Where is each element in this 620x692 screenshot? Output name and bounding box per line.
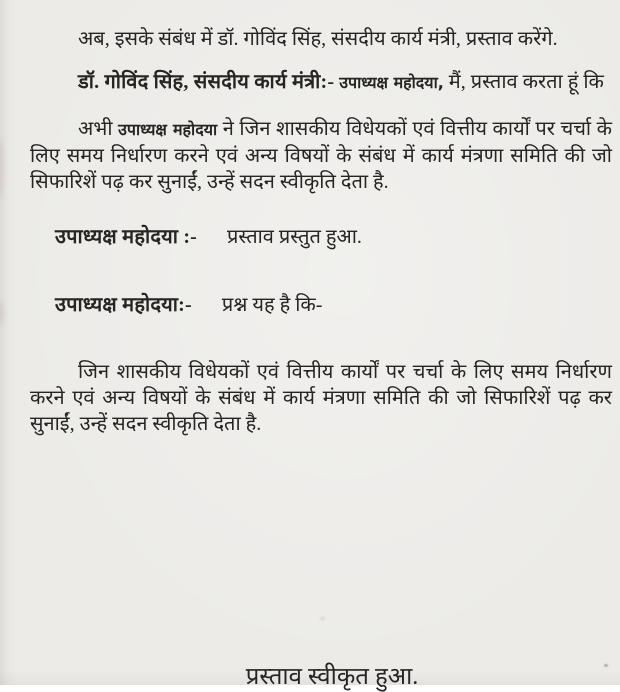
minister-speaker-name: डॉ. गोविंद सिंह, संसदीय कार्य मंत्री:- — [78, 71, 335, 93]
chair-statement-2 — [55, 292, 612, 318]
motion-paragraph-rest: ने जिन शासकीय विधेयकों एवं वित्तीय कार्यों पर चर्चा के लिए समय निर्धारण करने एवं अन्य विषयों के संबंध में कार्य मंत्रणा समिति की जो सिफारिशें पढ़ कर सुनाईं, उन्हें सदन स्वीकृति देता है. — [30, 118, 613, 193]
intro-line: अब, इसके संबंध में डॉ. गोविंद सिंह, संसदीय कार्य मंत्री, प्रस्ताव करेंगे. — [78, 28, 558, 50]
chair-speaker-name: उपाध्यक्ष महोदया:- — [55, 294, 192, 316]
chair-statement-1-text: प्रस्ताव प्रस्तुत हुआ. — [227, 226, 362, 248]
scan-speck — [320, 617, 325, 620]
motion-lead-word: अभी — [78, 118, 113, 140]
chair-statement-2-text: प्रश्न यह है कि- — [221, 294, 323, 316]
scan-smudge — [0, 300, 4, 326]
minister-speech-line — [30, 69, 612, 96]
chair-speaker-name: उपाध्यक्ष महोदया :- — [55, 226, 198, 248]
question-paragraph: जिन शासकीय विधेयकों एवं वित्तीय कार्यों पर चर्चा के लिए समय निर्धारण करने एवं अन्य विषयों के संबंध में कार्य मंत्रणा समिति की जो सिफारिशें पढ़ कर सुनाईं, उन्हें सदन स्वीकृति देता है. — [30, 361, 612, 435]
motion-paragraph — [30, 116, 612, 195]
scan-smudge — [0, 140, 4, 200]
chair-statement-1 — [55, 224, 612, 250]
minister-speech-rest: मैं, प्रस्ताव करता हूं कि — [448, 71, 604, 93]
result-line: प्रस्ताव स्वीकृत हुआ. — [245, 664, 419, 690]
chair-address-inline: उपाध्यक्ष महोदया, — [339, 73, 444, 92]
chair-address-inline: उपाध्यक्ष महोदया — [118, 120, 218, 139]
